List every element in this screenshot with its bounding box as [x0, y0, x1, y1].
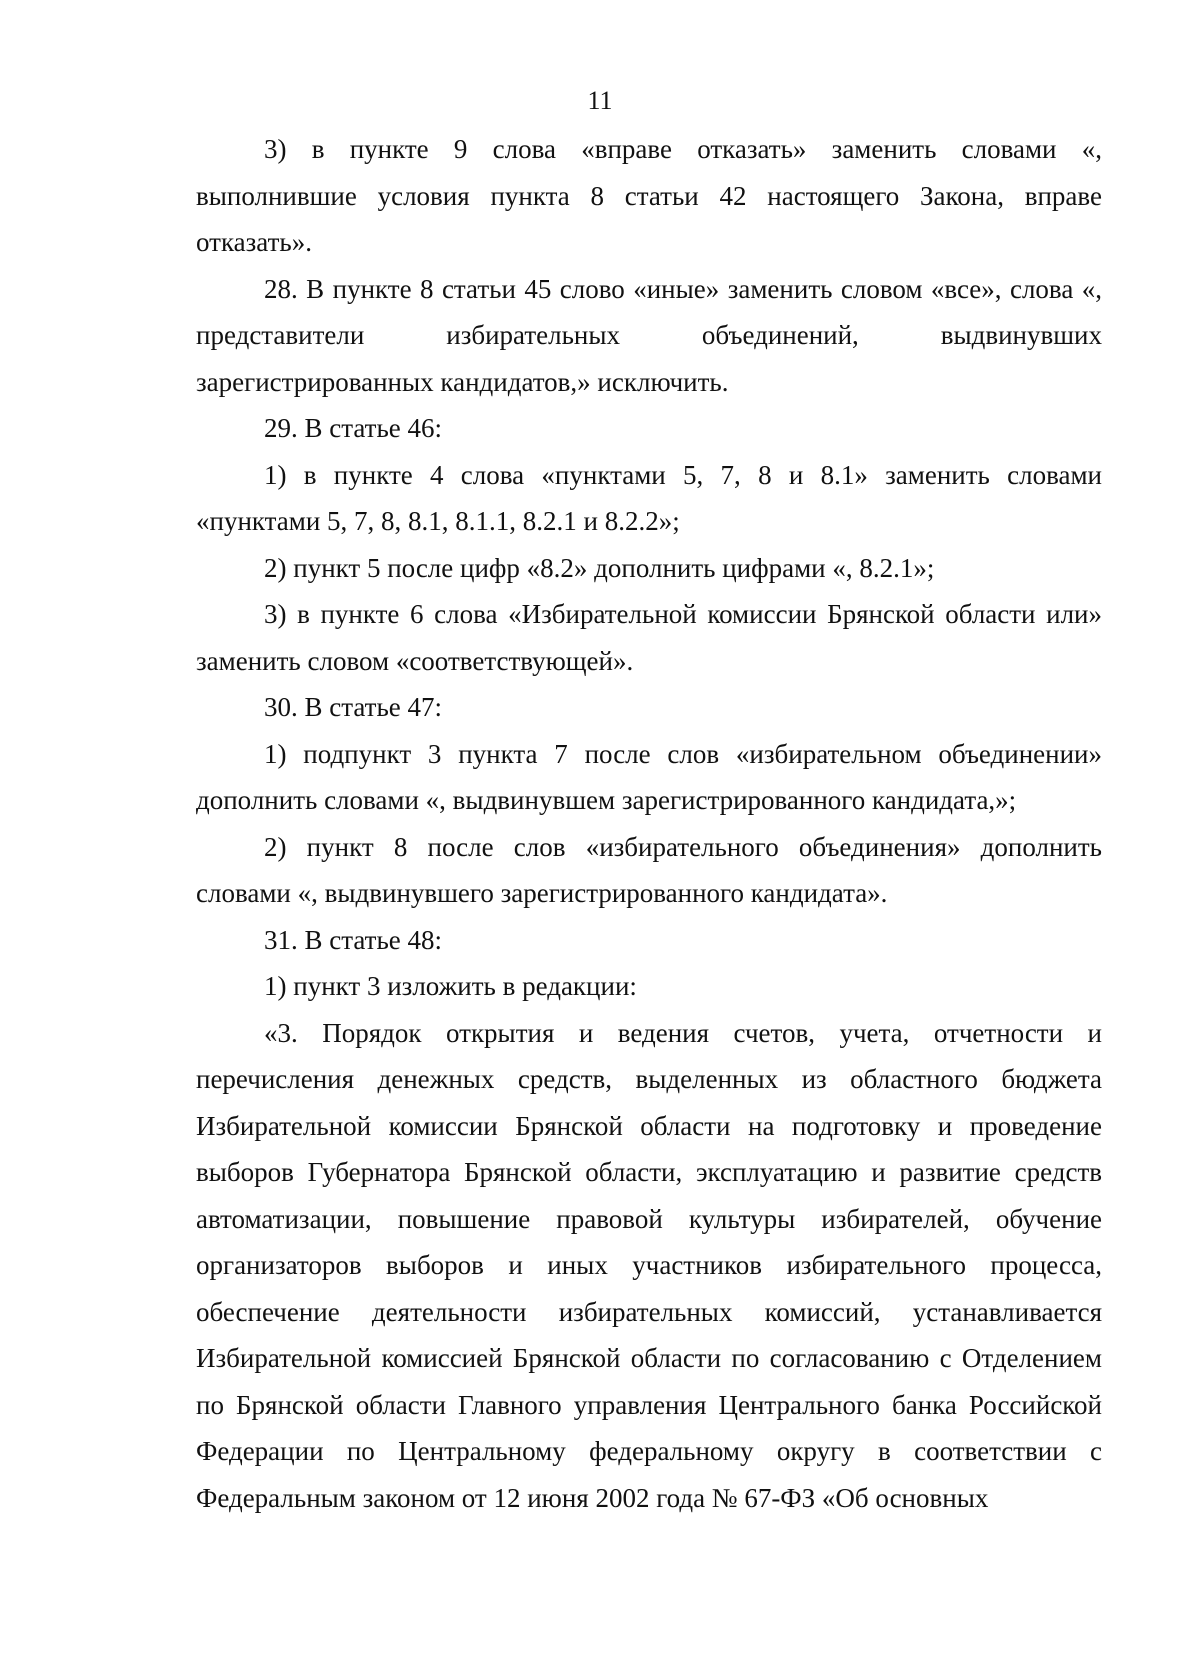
paragraph-article-48-point-3-text: «3. Порядок открытия и ведения счетов, учета, отчетности и перечисления денежных средств, выделенных из областного бюджета Избирательной комиссии Брянской области на подготовку и проведение выборов Губернатора Брянской области, эксплуатацию и развитие средств автоматизации, повышение правовой культуры избирателей, обучение организаторов выборов и иных участников избирательного процесса, обеспечение деятельности избирательных комиссий, устанавливается Избирательной комиссией Брянской области по согласованию с Отделением по Брянской области Главного управления Центрального банка Российской Федерации по Центральному федеральному округу в соответствии с Федеральным законом от 12 июня 2002 года № 67-ФЗ «Об основных	[196, 1017, 1102, 1513]
document-body	[196, 126, 1102, 1521]
page-number: 11	[587, 86, 613, 115]
paragraph-item-3-clause-9: 3) в пункте 9 слова «вправе отказать» заменить словами «, выполнившие условия пункта 8 статьи 42 настоящего Закона, вправе отказать».	[196, 134, 1102, 257]
paragraph-article-46-item-1: 1) в пункте 4 слова «пунктами 5, 7, 8 и 8.1» заменить словами «пунктами 5, 7, 8, 8.1, 8.1.1, 8.2.1 и 8.2.2»;	[196, 459, 1102, 536]
heading-article-48: 31. В статье 48:	[264, 924, 443, 955]
paragraph-article-48-item-1: 1) пункт 3 изложить в редакции:	[264, 971, 637, 1001]
heading-article-47: 30. В статье 47:	[264, 692, 443, 722]
paragraph-article-47-item-1: 1) подпункт 3 пункта 7 после слов «избирательном объединении» дополнить словами «, выдвинувшем зарегистрированного кандидата,»;	[196, 738, 1102, 815]
heading-article-46: 29. В статье 46:	[264, 413, 443, 443]
paragraph-article-47-item-2: 2) пункт 8 после слов «избирательного объединения» дополнить словами «, выдвинувшего зарегистрированного кандидата».	[196, 831, 1102, 908]
paragraph-article-46-item-3: 3) в пункте 6 слова «Избирательной комиссии Брянской области или» заменить словом «соответствующей».	[196, 599, 1102, 676]
paragraph-article-45-point-8: 28. В пункте 8 статьи 45 слово «иные» заменить словом «все», слова «, представители избирательных объединений, выдвинувших зарегистрированных кандидатов,» исключить.	[196, 273, 1102, 397]
paragraph-article-46-item-2: 2) пункт 5 после цифр «8.2» дополнить цифрами «, 8.2.1»;	[264, 552, 935, 583]
